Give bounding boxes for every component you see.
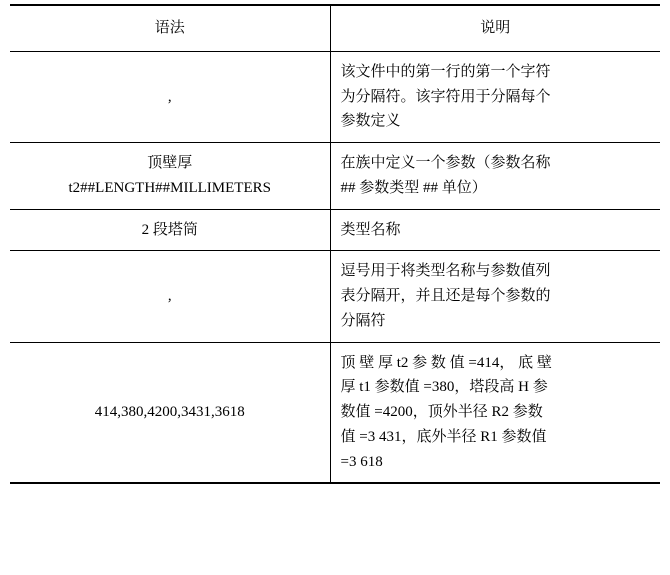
syntax-cell — [10, 143, 330, 210]
syntax-description-table — [10, 4, 660, 484]
description-line: 值 =3 431，底外半径 R1 参数值 — [340, 428, 547, 445]
syntax-cell — [10, 209, 330, 251]
description-line: 逗号用于将类型名称与参数值列 — [340, 263, 551, 280]
table-row — [10, 51, 660, 142]
syntax-cell — [10, 342, 330, 483]
description-cell — [330, 251, 660, 342]
description-cell — [330, 209, 660, 251]
syntax-line: , — [167, 288, 172, 304]
description-line: 分隔符 — [340, 312, 386, 329]
syntax-line: 2 段塔筒 — [141, 221, 198, 238]
syntax-line: 414,380,4200,3431,3618 — [94, 404, 245, 420]
description-line: 为分隔符。该字符用于分隔每个 — [340, 88, 551, 105]
syntax-line: 顶壁厚 — [147, 155, 193, 171]
description-line: 表分隔开，并且还是每个参数的 — [340, 288, 551, 304]
table-header-row — [10, 5, 660, 51]
description-line: 顶 壁 厚 t2 参 数 值 =414， 底 壁 — [340, 354, 552, 371]
description-line: 类型名称 — [340, 221, 401, 238]
syntax-line: , — [167, 88, 172, 105]
description-line: ## 参数类型 ## 单位） — [340, 179, 487, 196]
column-header-syntax: 语法 — [10, 5, 330, 51]
description-cell — [330, 51, 660, 142]
description-line: 在族中定义一个参数（参数名称 — [340, 155, 551, 171]
syntax-line: t2##LENGTH##MILLIMETERS — [68, 179, 271, 196]
table-row — [10, 143, 660, 210]
table-row — [10, 209, 660, 251]
description-line: 该文件中的第一行的第一个字符 — [340, 63, 551, 80]
syntax-cell — [10, 251, 330, 342]
description-cell — [330, 342, 660, 483]
document-page — [0, 4, 670, 575]
syntax-cell — [10, 51, 330, 142]
description-line: 参数定义 — [340, 113, 401, 130]
column-header-description: 说明 — [330, 5, 660, 51]
table-row — [10, 342, 660, 483]
description-line: =3 618 — [340, 453, 383, 470]
description-line: 数值 =4200，顶外半径 R2 参数 — [340, 404, 543, 420]
description-line: 厚 t1 参数值 =380，塔段高 H 参 — [340, 379, 548, 396]
description-cell — [330, 143, 660, 210]
table-row — [10, 251, 660, 342]
